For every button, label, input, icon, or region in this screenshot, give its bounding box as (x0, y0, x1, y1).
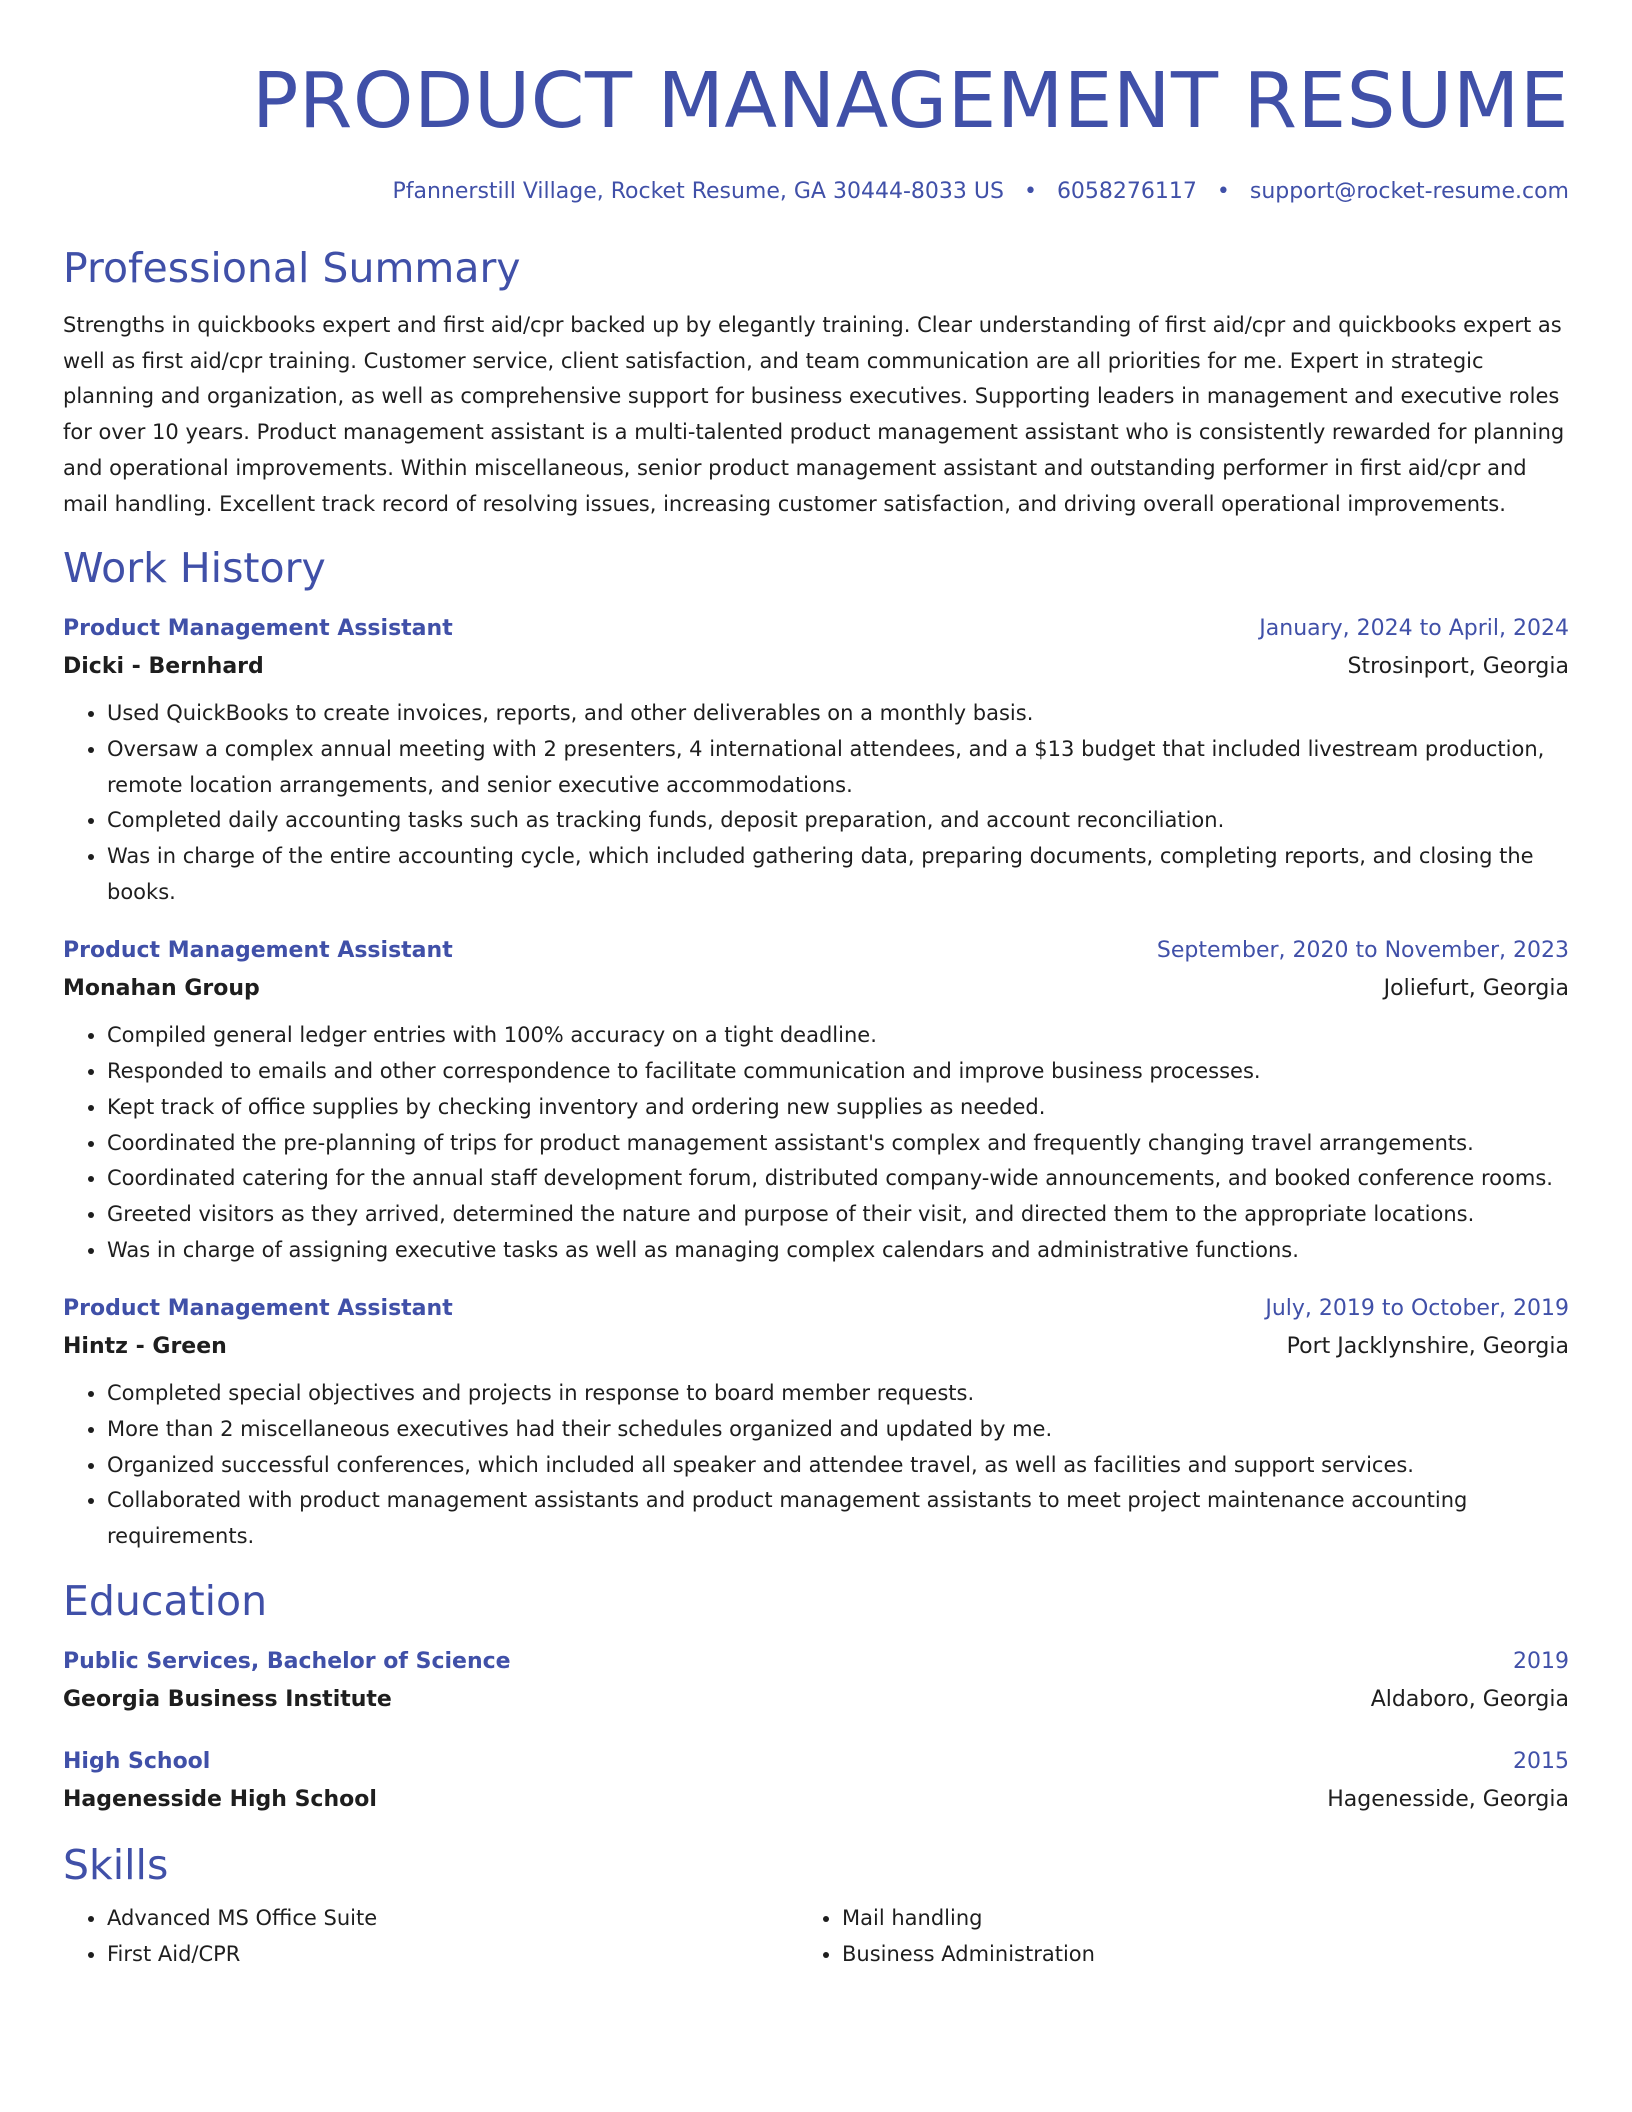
contact-phone: 6058276117 (1056, 179, 1197, 204)
education-school-row (63, 1681, 1569, 1719)
list-item: • Was in charge of the entire accounting cycle, which included gathering data, preparing documents, completing reports, and closing the books. (107, 839, 1569, 910)
education-school: Hagenesside High School (63, 1786, 377, 1812)
job-location: Joliefurt, Georgia (1383, 976, 1569, 1002)
job-header (63, 1290, 1569, 1328)
job-company: Monahan Group (63, 976, 260, 1002)
job-org-row (63, 1328, 1569, 1366)
list-item: • Used QuickBooks to create invoices, reports, and other deliverables on a monthly basis. (107, 696, 1569, 732)
list-item: • Completed daily accounting tasks such as tracking funds, deposit preparation, and account reconciliation. (107, 803, 1569, 839)
skills-list (63, 1901, 1569, 1972)
job-location: Strosinport, Georgia (1347, 654, 1569, 680)
job-entry (63, 610, 1569, 910)
list-item: • Compiled general ledger entries with 100% accuracy on a tight deadline. (107, 1018, 1569, 1054)
education-school: Georgia Business Institute (63, 1686, 392, 1712)
list-item: • Organized successful conferences, which included all speaker and attendee travel, as well as facilities and support services. (107, 1448, 1569, 1484)
job-org-row (63, 970, 1569, 1008)
job-dates: January, 2024 to April, 2024 (1259, 616, 1569, 642)
education-header (63, 1643, 1569, 1681)
education-year: 2015 (1513, 1748, 1569, 1774)
job-company: Dicki - Bernhard (63, 654, 264, 680)
skills-heading: Skills (63, 1840, 169, 1889)
education-degree: High School (63, 1748, 211, 1774)
skills-column-left (63, 1901, 798, 1972)
education-header (63, 1743, 1569, 1781)
job-role: Product Management Assistant (63, 1296, 453, 1322)
job-dates: July, 2019 to October, 2019 (1265, 1296, 1569, 1322)
list-item: • Kept track of office supplies by checking inventory and ordering new supplies as needed. (107, 1090, 1569, 1126)
list-item: • Responded to emails and other correspondence to facilitate communication and improve business processes. (107, 1054, 1569, 1090)
skill-item: • Mail handling (842, 1901, 1533, 1937)
list-item: • Greeted visitors as they arrived, determined the nature and purpose of their visit, and directed them to the appropriate locations. (107, 1197, 1569, 1233)
contact-separator: • (1023, 179, 1037, 204)
skill-item: • First Aid/CPR (107, 1937, 798, 1973)
summary-heading: Professional Summary (63, 244, 521, 292)
job-role: Product Management Assistant (63, 938, 453, 964)
education-location: Aldaboro, Georgia (1370, 1686, 1569, 1712)
resume-title: PRODUCT MANAGEMENT RESUME (252, 57, 1569, 146)
list-item: • Oversaw a complex annual meeting with 2 presenters, 4 international attendees, and a $13 budget that included livestream production, remote location arrangements, and senior executive accommodations. (107, 732, 1569, 803)
job-header (63, 610, 1569, 648)
list-item: • More than 2 miscellaneous executives had their schedules organized and updated by me. (107, 1412, 1569, 1448)
list-item: • Coordinated the pre-planning of trips for product management assistant's complex and frequently changing travel arrangements. (107, 1126, 1569, 1162)
job-org-row (63, 648, 1569, 686)
education-year: 2019 (1513, 1648, 1569, 1674)
education-school-row (63, 1781, 1569, 1819)
job-entry (63, 932, 1569, 1268)
job-header (63, 932, 1569, 970)
job-bullets (63, 1018, 1569, 1268)
contact-separator: • (1216, 179, 1230, 204)
job-company: Hintz - Green (63, 1334, 227, 1360)
contact-line (63, 174, 1569, 210)
job-bullets (63, 1376, 1569, 1555)
contact-address: Pfannerstill Village, Rocket Resume, GA 30444-8033 US (392, 179, 1004, 204)
skill-item: • Advanced MS Office Suite (107, 1901, 798, 1937)
education-entry (63, 1743, 1569, 1819)
work-history-heading: Work History (63, 544, 326, 593)
job-role: Product Management Assistant (63, 616, 453, 642)
list-item: • Completed special objectives and projects in response to board member requests. (107, 1376, 1569, 1412)
job-location: Port Jacklynshire, Georgia (1286, 1334, 1569, 1360)
job-dates: September, 2020 to November, 2023 (1156, 938, 1569, 964)
skills-column-right (798, 1901, 1533, 1972)
education-degree: Public Services, Bachelor of Science (63, 1648, 511, 1674)
education-heading: Education (63, 1576, 268, 1625)
job-bullets (63, 696, 1569, 910)
summary-text: Strengths in quickbooks expert and first aid/cpr backed up by elegantly training. Clear understanding of first aid/cpr and quickbooks expert as well as first aid/cpr training. Customer service, client satisfaction, and team communication are all priorities for me. Expert in strategic planning and organization, as well as comprehensive support for business executives. Supporting leaders in management and executive roles for over 10 years. Product management assistant is a multi-talented product management assistant who is consistently rewarded for planning and operational improvements. Within miscellaneous, senior product management assistant and outstanding performer in first aid/cpr and mail handling. Excellent track record of resolving issues, increasing customer satisfaction, and driving overall operational improvements. (63, 313, 1565, 516)
list-item: • Coordinated catering for the annual staff development forum, distributed company-wide announcements, and booked conference rooms. (107, 1161, 1569, 1197)
job-entry (63, 1290, 1569, 1555)
list-item: • Collaborated with product management assistants and product management assistants to meet project maintenance accounting requirements. (107, 1483, 1569, 1554)
education-location: Hagenesside, Georgia (1327, 1786, 1569, 1812)
skill-item: • Business Administration (842, 1937, 1533, 1973)
list-item: • Was in charge of assigning executive tasks as well as managing complex calendars and administrative functions. (107, 1233, 1569, 1269)
education-entry (63, 1643, 1569, 1719)
contact-email: support@rocket-resume.com (1249, 179, 1569, 204)
